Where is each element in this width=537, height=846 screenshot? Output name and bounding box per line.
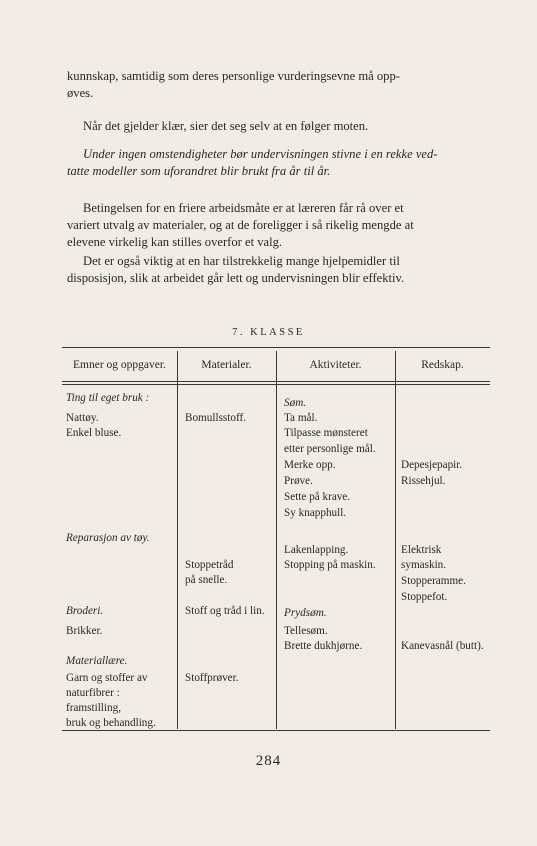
table-cell: Tilpasse mønsteret xyxy=(284,427,368,439)
header-topics: Emner og oppgaver. xyxy=(73,359,166,371)
table-cell: Sette på krave. xyxy=(284,491,351,503)
table-cell: Garn og stoffer av xyxy=(66,672,148,684)
text-line: disposisjon, slik at arbeidet går lett og undervisningen blir effektiv. xyxy=(67,271,405,285)
table-cell: Elektrisk xyxy=(401,544,442,556)
table-cell: Brette dukhjørne. xyxy=(284,640,363,652)
table-cell: Lakenlapping. xyxy=(284,544,349,556)
page-number: 284 xyxy=(255,753,282,769)
table-cell: Nattøy. xyxy=(66,412,99,424)
paragraph-4 xyxy=(67,200,491,251)
column-divider xyxy=(276,351,277,729)
table-cell: Sy knapphull. xyxy=(284,507,347,519)
table-cell: Ta mål. xyxy=(284,412,318,424)
table-cell: Materiallære. xyxy=(66,655,128,667)
table-cell: Stoffprøver. xyxy=(185,672,239,684)
text-line: tatte modeller som uforandret blir brukt fra år til år. xyxy=(67,164,331,178)
table-cell: Kanevasnål (butt). xyxy=(401,640,484,652)
table-cell: Depesjepapir. xyxy=(401,459,463,471)
header-tools: Redskap. xyxy=(421,359,464,371)
text-line: øves. xyxy=(67,86,94,100)
table-cell: Stoff og tråd i lin. xyxy=(185,605,265,617)
table-cell: naturfibrer : xyxy=(66,687,120,699)
table-cell: Stopping på maskin. xyxy=(284,559,376,571)
paragraph-5 xyxy=(67,253,491,287)
paragraph-3 xyxy=(67,146,491,180)
text-line: Når det gjelder klær, sier det seg selv at en følger moten. xyxy=(83,119,369,133)
text-line: Det er også viktig at en har tilstrekkelig mange hjelpemidler til xyxy=(83,254,400,268)
paragraph-1 xyxy=(67,68,491,102)
header-activities: Aktiviteter. xyxy=(309,359,362,371)
table-cell: Stopperamme. xyxy=(401,575,466,587)
table-cell: Reparasjon av tøy. xyxy=(66,532,150,544)
table-heading: 7. KLASSE xyxy=(232,327,305,338)
text-line: variert utvalg av materialer, og at de foreligger i så rikelig mengde at xyxy=(67,218,414,232)
table-cell: Tellesøm. xyxy=(284,625,328,637)
table-cell: Stoppefot. xyxy=(401,591,448,603)
text-line: kunnskap, samtidig som deres personlige vurderingsevne må opp- xyxy=(67,69,400,83)
header-materials: Materialer. xyxy=(201,359,252,371)
text-line: Under ingen omstendigheter bør undervisningen stivne i en rekke ved- xyxy=(83,147,438,161)
table-cell: symaskin. xyxy=(401,559,447,571)
column-divider xyxy=(395,351,396,729)
table-cell: Broderi. xyxy=(66,605,104,617)
table-top-rule xyxy=(62,347,490,348)
table-cell: Enkel bluse. xyxy=(66,427,122,439)
table-cell: etter personlige mål. xyxy=(284,443,376,455)
text-line: Betingelsen for en friere arbeidsmåte er at læreren får rå over et xyxy=(83,201,404,215)
table-cell: Ting til eget bruk : xyxy=(66,392,150,404)
text-line: elevene virkelig kan stilles overfor et valg. xyxy=(67,235,283,249)
paragraph-2 xyxy=(67,118,491,135)
table-cell: Merke opp. xyxy=(284,459,336,471)
table-cell: framstilling, xyxy=(66,702,121,714)
table-cell: bruk og behandling. xyxy=(66,717,156,729)
table-cell: Prydsøm. xyxy=(284,607,327,619)
table-cell: Bomullsstoff. xyxy=(185,412,247,424)
column-divider xyxy=(177,351,178,729)
table-cell: Søm. xyxy=(284,397,307,409)
table-cell: på snelle. xyxy=(185,574,228,586)
table-cell: Prøve. xyxy=(284,475,313,487)
table-cell: Rissehjul. xyxy=(401,475,446,487)
table-cell: Brikker. xyxy=(66,625,103,637)
table-cell: Stoppetråd xyxy=(185,559,234,571)
